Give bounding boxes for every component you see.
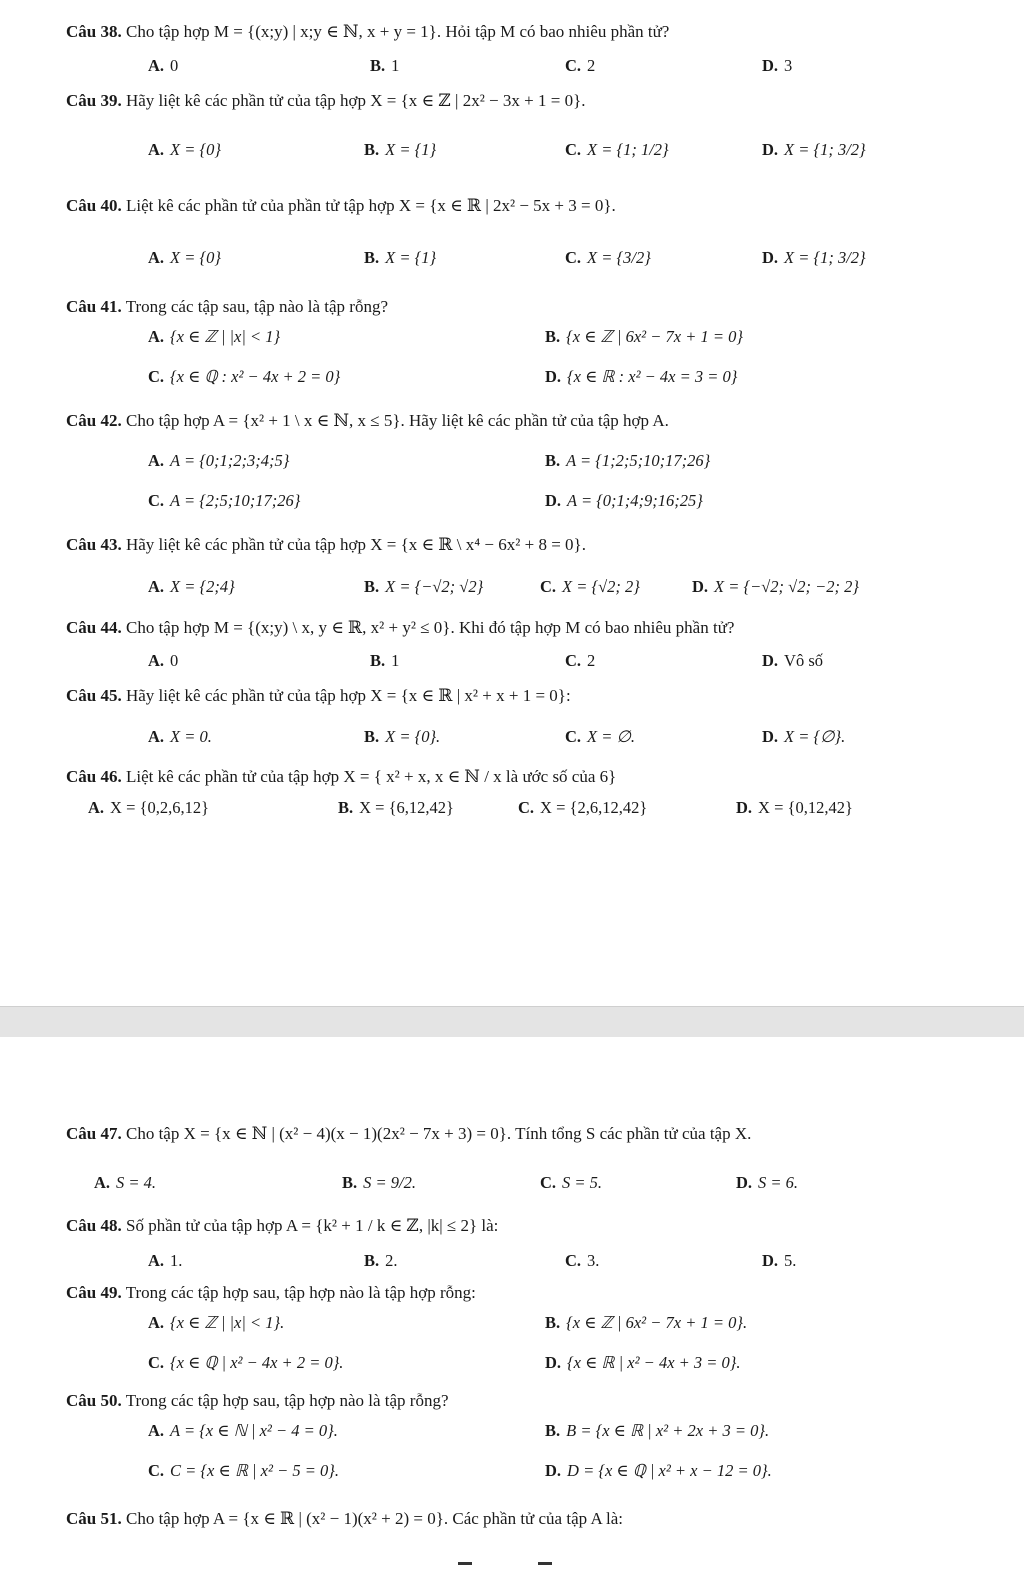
option-d: D. 5. (762, 1251, 797, 1270)
option-a: A. 0 (148, 651, 179, 670)
option-d: D. Vô số (762, 651, 824, 670)
option-a: A. X = {0,2,6,12} (88, 798, 209, 817)
option-b: B. S = 9/2. (342, 1173, 416, 1192)
question-stem: Hãy liệt kê các phần tử của tập hợp X = {x ∈ ℝ | x² + x + 1 = 0}: (125, 686, 571, 705)
question-47 (66, 1124, 751, 1144)
option-d: D. X = {1; 3/2} (762, 140, 866, 159)
option-d: D. 3 (762, 56, 793, 75)
question-number: Câu 51. (66, 1509, 122, 1528)
option-d: D. X = {−√2; √2; −2; 2} (692, 577, 859, 596)
question-44 (66, 618, 734, 638)
question-number: Câu 42. (66, 411, 122, 430)
option-b: B. 1 (370, 651, 400, 670)
question-number: Câu 44. (66, 618, 122, 637)
option-c: C. {x ∈ ℚ : x² − 4x + 2 = 0} (148, 367, 341, 386)
option-d: D. A = {0;1;4;9;16;25} (545, 491, 703, 510)
option-b: B. X = {1} (364, 140, 437, 159)
option-a: A. S = 4. (94, 1173, 157, 1192)
option-c: C. X = {3/2} (565, 248, 651, 267)
option-d: D. {x ∈ ℝ : x² − 4x = 3 = 0} (545, 367, 738, 386)
option-b: B. X = {1} (364, 248, 437, 267)
page-separator (0, 1006, 1024, 1038)
option-a: A. X = {2;4} (148, 577, 235, 596)
option-a: A. {x ∈ ℤ | |x| < 1}. (148, 1313, 285, 1332)
question-42 (66, 411, 669, 431)
option-a: A. {x ∈ ℤ | |x| < 1} (148, 327, 281, 346)
question-38 (66, 22, 669, 42)
question-50 (66, 1391, 449, 1411)
question-stem: Trong các tập hợp sau, tập hợp nào là tập hợp rỗng: (125, 1283, 476, 1302)
option-c: C. C = {x ∈ ℝ | x² − 5 = 0}. (148, 1461, 339, 1480)
option-c: C. 2 (565, 651, 596, 670)
question-41 (66, 297, 388, 317)
option-d: D. X = {∅}. (762, 727, 846, 746)
option-a: A. X = 0. (148, 727, 212, 746)
question-43 (66, 535, 586, 555)
option-b: B. X = {−√2; √2} (364, 577, 484, 596)
question-number: Câu 46. (66, 767, 122, 786)
question-stem: Liệt kê các phần tử của phần tử tập hợp X = {x ∈ ℝ | 2x² − 5x + 3 = 0}. (125, 196, 616, 215)
question-stem: Liệt kê các phần tử của tập hợp X = { x² + x, x ∈ ℕ / x là ước số của 6} (125, 767, 617, 786)
option-b: B. X = {6,12,42} (338, 798, 454, 817)
option-d: D. {x ∈ ℝ | x² − 4x + 3 = 0}. (545, 1353, 741, 1372)
question-number: Câu 41. (66, 297, 122, 316)
question-number: Câu 47. (66, 1124, 122, 1143)
option-a: A. 0 (148, 56, 179, 75)
question-stem: Cho tập hợp M = {(x;y) | x;y ∈ ℕ, x + y = 1}. Hỏi tập M có bao nhiêu phần tử? (125, 22, 670, 41)
question-stem: Hãy liệt kê các phần tử của tập hợp X = {x ∈ ℝ \ x⁴ − 6x² + 8 = 0}. (125, 535, 586, 554)
question-number: Câu 50. (66, 1391, 122, 1410)
option-d: D. S = 6. (736, 1173, 799, 1192)
question-49 (66, 1283, 476, 1303)
question-number: Câu 43. (66, 535, 122, 554)
option-a: A. A = {x ∈ ℕ | x² − 4 = 0}. (148, 1421, 338, 1440)
option-c: C. X = ∅. (565, 727, 636, 746)
option-b: B. 1 (370, 56, 400, 75)
cut-off-mark (458, 1562, 472, 1565)
option-a: A. A = {0;1;2;3;4;5} (148, 451, 290, 470)
question-number: Câu 48. (66, 1216, 122, 1235)
cut-off-mark (538, 1562, 552, 1565)
question-stem: Cho tập hợp A = {x² + 1 \ x ∈ ℕ, x ≤ 5}. Hãy liệt kê các phần tử của tập hợp A. (125, 411, 669, 430)
option-c: C. X = {2,6,12,42} (518, 798, 648, 817)
option-d: D. D = {x ∈ ℚ | x² + x − 12 = 0}. (545, 1461, 772, 1480)
question-46 (66, 767, 616, 787)
option-c: C. A = {2;5;10;17;26} (148, 491, 301, 510)
option-c: C. X = {1; 1/2} (565, 140, 669, 159)
option-d: D. X = {0,12,42} (736, 798, 853, 817)
question-stem: Cho tập hợp M = {(x;y) \ x, y ∈ ℝ, x² + y² ≤ 0}. Khi đó tập hợp M có bao nhiêu phần tử? (125, 618, 735, 637)
question-stem: Trong các tập sau, tập nào là tập rỗng? (125, 297, 389, 316)
option-b: B. 2. (364, 1251, 398, 1270)
question-48 (66, 1216, 498, 1236)
question-number: Câu 38. (66, 22, 122, 41)
question-number: Câu 49. (66, 1283, 122, 1302)
option-b: B. {x ∈ ℤ | 6x² − 7x + 1 = 0} (545, 327, 743, 346)
question-40 (66, 196, 616, 216)
question-number: Câu 39. (66, 91, 122, 110)
option-b: B. A = {1;2;5;10;17;26} (545, 451, 711, 470)
page-bottom (0, 1037, 1024, 1572)
question-number: Câu 45. (66, 686, 122, 705)
question-number: Câu 40. (66, 196, 122, 215)
option-a: A. X = {0} (148, 140, 221, 159)
option-d: D. X = {1; 3/2} (762, 248, 866, 267)
option-b: B. {x ∈ ℤ | 6x² − 7x + 1 = 0}. (545, 1313, 748, 1332)
option-b: B. X = {0}. (364, 727, 441, 746)
question-stem: Cho tập X = {x ∈ ℕ | (x² − 4)(x − 1)(2x² − 7x + 3) = 0}. Tính tổng S các phần tử của tập X. (125, 1124, 752, 1143)
question-51 (66, 1509, 623, 1529)
option-c: C. {x ∈ ℚ | x² − 4x + 2 = 0}. (148, 1353, 344, 1372)
question-45 (66, 686, 571, 706)
option-c: C. 3. (565, 1251, 600, 1270)
option-a: A. 1. (148, 1251, 183, 1270)
option-c: C. 2 (565, 56, 596, 75)
question-39 (66, 91, 585, 111)
option-c: C. S = 5. (540, 1173, 603, 1192)
question-stem: Cho tập hợp A = {x ∈ ℝ | (x² − 1)(x² + 2) = 0}. Các phần tử của tập A là: (125, 1509, 624, 1528)
question-stem: Hãy liệt kê các phần tử của tập hợp X = {x ∈ ℤ | 2x² − 3x + 1 = 0}. (125, 91, 586, 110)
option-a: A. X = {0} (148, 248, 221, 267)
question-stem: Số phần tử của tập hợp A = {k² + 1 / k ∈ ℤ, |k| ≤ 2} là: (125, 1216, 499, 1235)
question-stem: Trong các tập hợp sau, tập hợp nào là tập rỗng? (125, 1391, 449, 1410)
option-c: C. X = {√2; 2} (540, 577, 640, 596)
option-b: B. B = {x ∈ ℝ | x² + 2x + 3 = 0}. (545, 1421, 770, 1440)
